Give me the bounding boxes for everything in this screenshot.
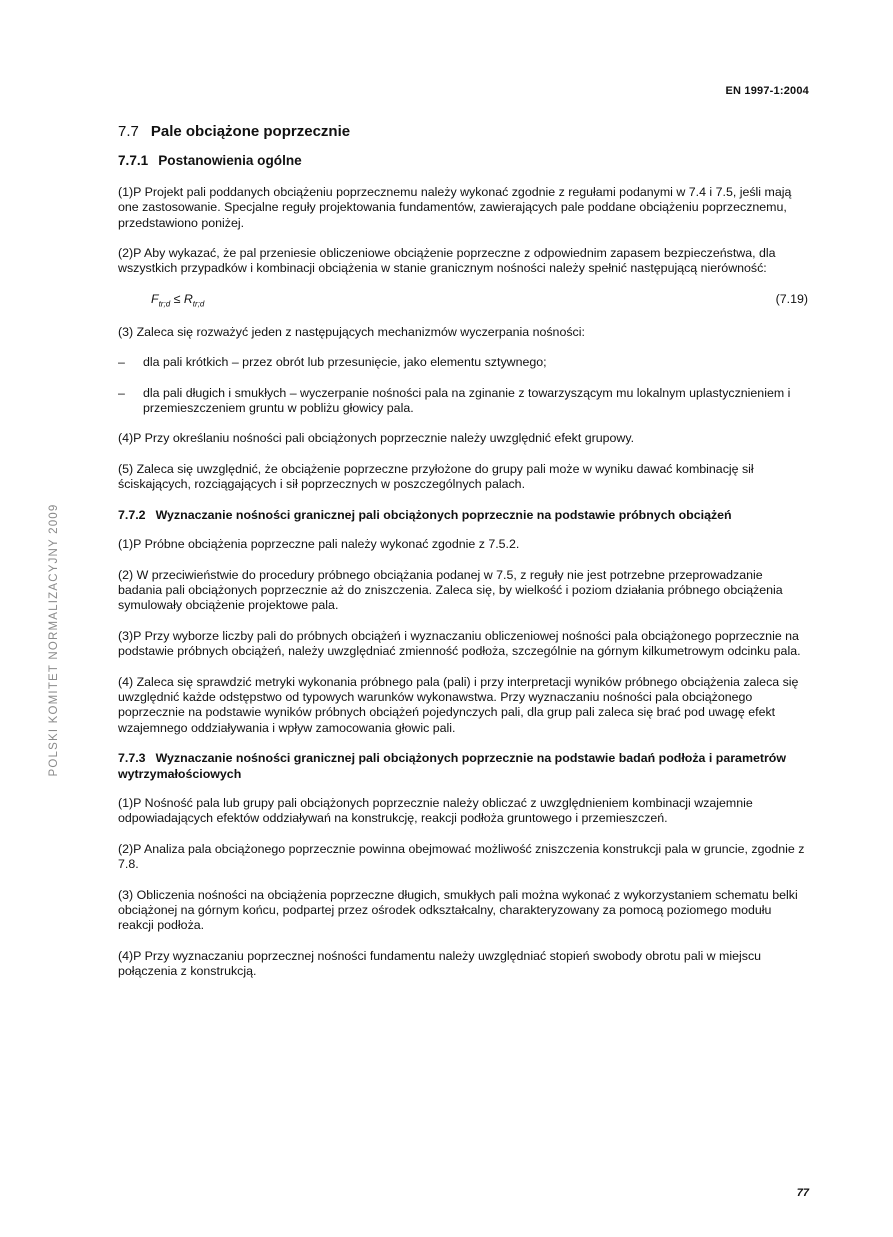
paragraph: (3) Zaleca się rozważyć jeden z następujących mechanizmów wyczerpania nośności: [118,324,585,339]
paragraph: (3)P Przy wyborze liczby pali do próbnych obciążeń i wyznaczaniu obliczeniowej nośności pala obciążonego poprzecznie na podstawie próbnych obciążeń, należy uwzględniać zmienność podłoża, szczególnie na górnym kilkumetrowym odcinku pala. [118,628,801,659]
list-dash: – [118,385,125,400]
formula-lhs: F [151,291,159,306]
formula-operator: ≤ [170,291,184,306]
side-watermark-text: POLSKI KOMITET NORMALIZACYJNY 2009 [48,503,60,777]
paragraph: (4)P Przy określaniu nośności pali obciążonych poprzecznie należy uwzględnić efekt grupowy. [118,431,635,446]
subsection-number: 7.7.3 [118,751,146,766]
standard-reference: EN 1997-1:2004 [725,85,809,97]
subsection-title: Wyznaczanie nośności granicznej pali obciążonych poprzecznie na podstawie próbnych obciążeń [155,507,732,522]
formula-expression [151,292,204,312]
formula-7-19 [118,292,808,310]
paragraph: (4) Zaleca się sprawdzić metryki wykonania próbnego pala (pali) i przy interpretacji wyników próbnego obciążenia zaleca się uwzględnić każde odstępstwo od typowych warunków wykonawstwa. Przy wyznaczaniu nośności pala obciążonego poprzecznie na podstawie wyników próbnych obciążeń pojedynczych pali, dla grup pali zaleca się brać pod uwagę efekt wzajemnego oddziaływania i wpływ zamocowania głowic pali. [118,674,799,735]
equation-number: (7.19) [775,291,808,306]
subsection-heading-7-7-3 [118,751,808,782]
section-heading [118,124,808,139]
list-item [118,355,808,370]
subsection-heading-7-7-2 [118,508,808,523]
page-content [118,124,808,995]
formula-lhs-subscript: tr;d [158,299,171,309]
paragraph: (3) Obliczenia nośności na obciążenia poprzeczne długich, smukłych pali można wykonać z wykorzystaniem schematu belki obciążonej na górnym końcu, podpartej przez ośrodek odkształcalny, charakteryzowany za pomocą poziomego modułu reakcji podłoża. [118,887,798,933]
list-item [118,386,808,417]
list-item-text: dla pali krótkich – przez obrót lub przesunięcie, jako elementu sztywnego; [143,355,547,370]
subsection-title: Postanowienia ogólne [158,153,302,169]
subsection-heading-7-7-1 [118,153,808,168]
section-title: Pale obciążone poprzecznie [150,123,351,140]
paragraph: (4)P Przy wyznaczaniu poprzecznej nośności fundamentu należy uwzględniać stopień swobody obrotu pali w miejscu połączenia z konstrukcją. [118,948,762,979]
subsection-number: 7.7.1 [118,153,149,169]
paragraph: (5) Zaleca się uwzględnić, że obciążenie poprzeczne przyłożone do grupy pali może w wyniku dawać kombinację sił ściskających, rozciągających i sił poprzecznych w poszczególnych palach. [118,461,754,492]
paragraph: (1)P Próbne obciążenia poprzeczne pali należy wykonać zgodnie z 7.5.2. [118,537,520,552]
formula-rhs: R [183,291,193,306]
subsection-title: Wyznaczanie nośności granicznej pali obciążonych poprzecznie na podstawie badań podłoża i parametrów wytrzymałościowych [118,751,787,781]
list-item-text: dla pali długich i smukłych – wyczerpanie nośności pala na zginanie z towarzyszącym mu lokalnym uplastycznieniem i przemieszczeniem gruntu w pobliżu głowicy pala. [143,385,791,416]
list-dash: – [118,355,125,370]
paragraph: (2)P Aby wykazać, że pal przeniesie obliczeniowe obciążenie poprzeczne z odpowiednim zapasem bezpieczeństwa, dla wszystkich przypadków i kombinacji obciążenia w stanie granicznym nośności należy spełnić następującą nierówność: [118,246,776,276]
formula-rhs-subscript: tr;d [192,299,205,309]
paragraph: (1)P Projekt pali poddanych obciążeniu poprzecznemu należy wykonać zgodnie z regułami podanymi w 7.4 i 7.5, jeśli mają one zastosowanie. Specjalne reguły projektowania fundamentów, zawierających pale poddane obciążeniu poprzecznemu, przedstawiono poniżej. [118,184,792,230]
subsection-number: 7.7.2 [118,507,146,522]
paragraph: (2)P Analiza pala obciążonego poprzecznie powinna obejmować możliwość zniszczenia konstrukcji pala w gruncie, zgodnie z 7.8. [118,841,805,872]
paragraph: (1)P Nośność pala lub grupy pali obciążonych poprzecznie należy obliczać z uwzględnieniem kombinacji wzajemnie odpowiadających efektów oddziaływań na konstrukcję, reakcji podłoża gruntowego i przemieszczeń. [118,795,753,826]
page-number: 77 [796,1187,809,1199]
section-number: 7.7 [118,123,139,140]
paragraph: (2) W przeciwieństwie do procedury próbnego obciążania podanej w 7.5, z reguły nie jest potrzebne przeprowadzanie badania pali obciążonych poprzecznie aż do zniszczenia. Zaleca się, by wielkość i poziom działania próbnego obciążenia symulowały obciążenie projektowe pala. [118,567,783,613]
